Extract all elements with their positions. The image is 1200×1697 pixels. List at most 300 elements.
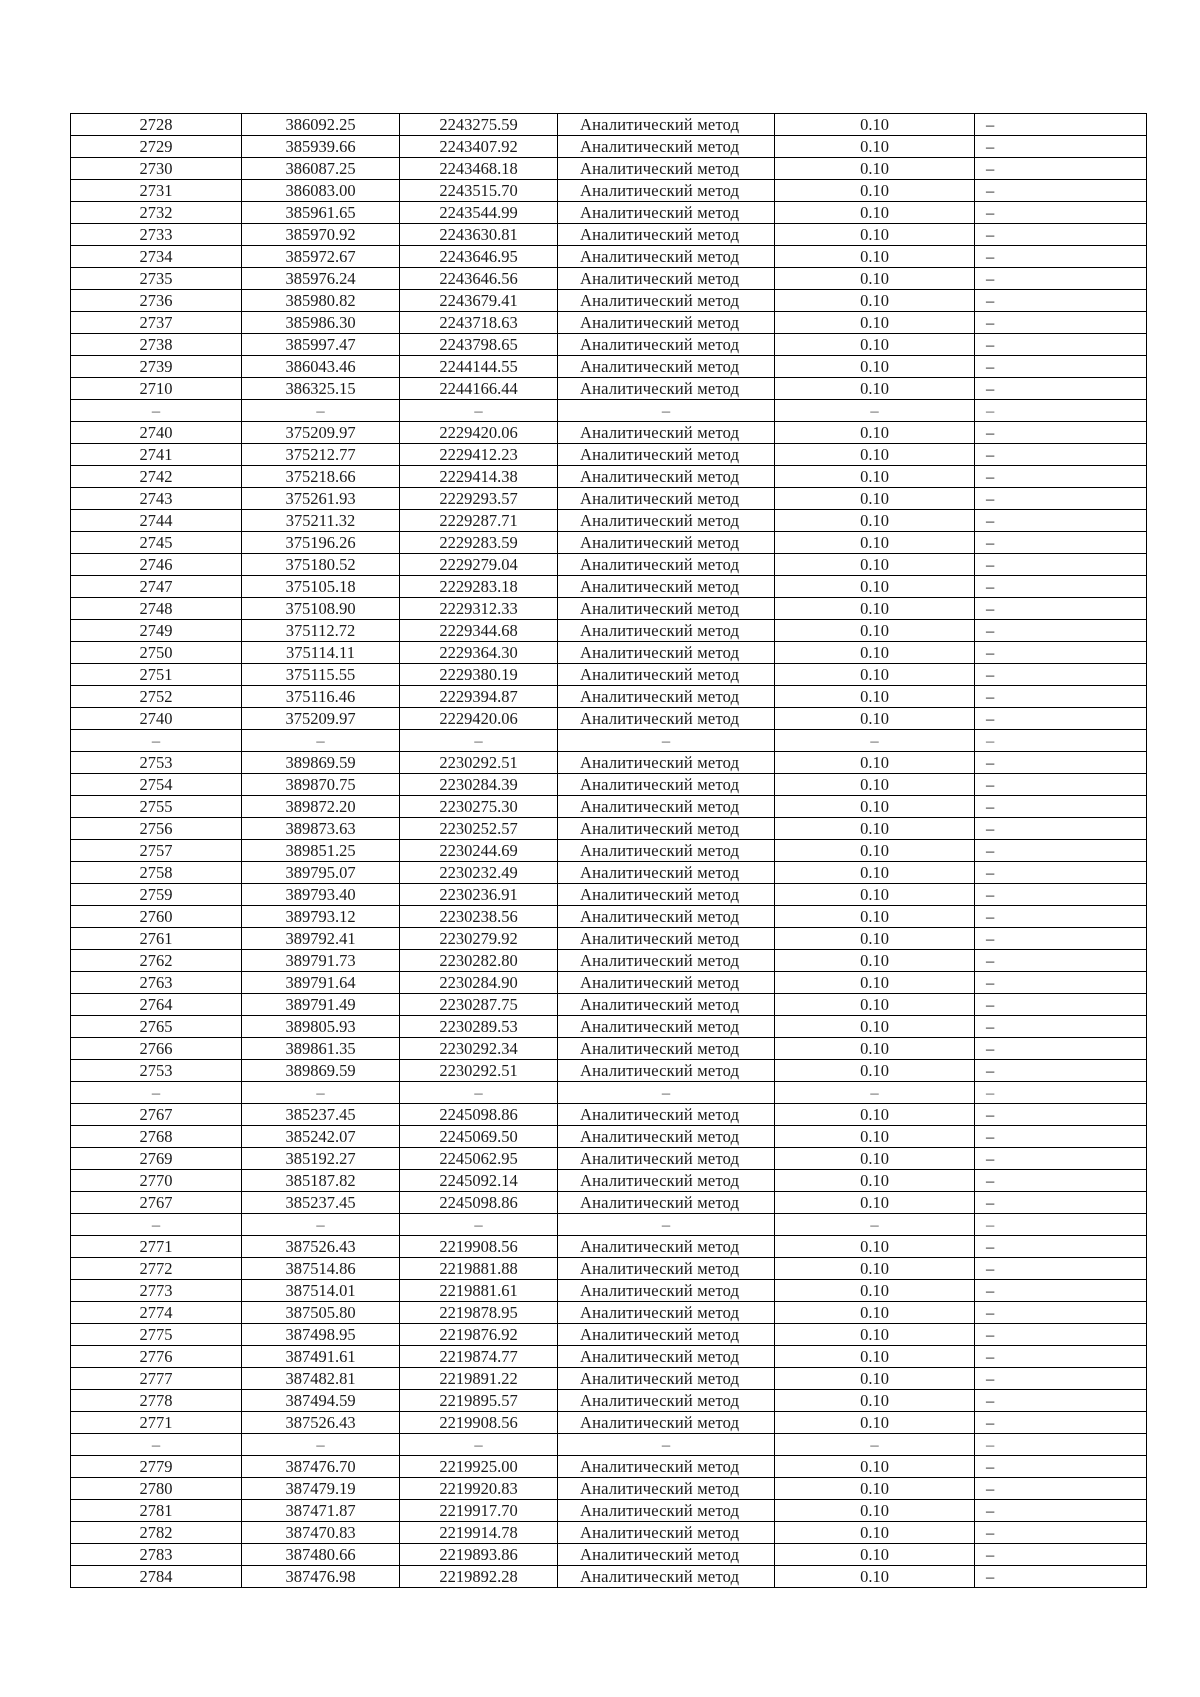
note-cell: – [975, 510, 1147, 532]
method-cell: Аналитический метод [558, 246, 775, 268]
method-cell: Аналитический метод [558, 1038, 775, 1060]
coordinates-table [70, 113, 1147, 1588]
accuracy-cell: 0.10 [775, 290, 975, 312]
accuracy-cell: 0.10 [775, 202, 975, 224]
note-cell: – [975, 598, 1147, 620]
y-coordinate-cell: 2230238.56 [400, 906, 558, 928]
note-cell: – [975, 884, 1147, 906]
x-coordinate-cell: 375261.93 [242, 488, 400, 510]
table-row [71, 290, 1147, 312]
x-coordinate-cell: 385970.92 [242, 224, 400, 246]
note-cell: – [975, 1016, 1147, 1038]
method-cell: Аналитический метод [558, 136, 775, 158]
x-coordinate-cell: 375112.72 [242, 620, 400, 642]
y-coordinate-cell: 2245098.86 [400, 1192, 558, 1214]
table-row [71, 1500, 1147, 1522]
accuracy-cell: 0.10 [775, 664, 975, 686]
point-number-cell: 2781 [71, 1500, 242, 1522]
x-coordinate-cell: 375105.18 [242, 576, 400, 598]
method-cell: Аналитический метод [558, 840, 775, 862]
table-row [71, 312, 1147, 334]
note-cell: – [975, 1060, 1147, 1082]
x-coordinate-cell: 385242.07 [242, 1126, 400, 1148]
accuracy-cell: 0.10 [775, 994, 975, 1016]
table-row [71, 1126, 1147, 1148]
accuracy-cell: 0.10 [775, 928, 975, 950]
accuracy-cell: 0.10 [775, 158, 975, 180]
note-cell: – [975, 664, 1147, 686]
method-cell: Аналитический метод [558, 1566, 775, 1588]
table-row [71, 1478, 1147, 1500]
x-coordinate-cell: 386092.25 [242, 114, 400, 136]
note-cell: – [975, 1456, 1147, 1478]
accuracy-cell: 0.10 [775, 840, 975, 862]
method-cell: Аналитический метод [558, 290, 775, 312]
y-coordinate-cell: 2219917.70 [400, 1500, 558, 1522]
note-cell: – [975, 246, 1147, 268]
point-number-cell: 2753 [71, 1060, 242, 1082]
method-cell: Аналитический метод [558, 972, 775, 994]
table-row [71, 356, 1147, 378]
note-cell: – [975, 862, 1147, 884]
note-cell: – [975, 378, 1147, 400]
table-row [71, 642, 1147, 664]
x-coordinate-cell: 387526.43 [242, 1412, 400, 1434]
table-row [71, 378, 1147, 400]
method-cell: Аналитический метод [558, 488, 775, 510]
note-cell: – [975, 1104, 1147, 1126]
accuracy-cell: 0.10 [775, 1060, 975, 1082]
table-row [71, 598, 1147, 620]
table-row [71, 818, 1147, 840]
y-coordinate-cell: 2230284.39 [400, 774, 558, 796]
x-coordinate-cell: 385192.27 [242, 1148, 400, 1170]
table-row [71, 664, 1147, 686]
point-number-cell: 2783 [71, 1544, 242, 1566]
x-coordinate-cell: 387482.81 [242, 1368, 400, 1390]
accuracy-cell: 0.10 [775, 598, 975, 620]
accuracy-cell: 0.10 [775, 884, 975, 906]
note-cell: – [975, 928, 1147, 950]
method-cell: Аналитический метод [558, 180, 775, 202]
accuracy-cell: 0.10 [775, 1192, 975, 1214]
accuracy-cell: 0.10 [775, 268, 975, 290]
y-coordinate-cell: 2229293.57 [400, 488, 558, 510]
method-cell: Аналитический метод [558, 1192, 775, 1214]
note-cell: – [975, 202, 1147, 224]
method-cell: Аналитический метод [558, 576, 775, 598]
table-row [71, 114, 1147, 136]
accuracy-cell: 0.10 [775, 510, 975, 532]
x-coordinate-cell: 375212.77 [242, 444, 400, 466]
y-coordinate-cell: 2229394.87 [400, 686, 558, 708]
point-number-cell: – [71, 1214, 242, 1236]
y-coordinate-cell: 2230289.53 [400, 1016, 558, 1038]
point-number-cell: 2728 [71, 114, 242, 136]
note-cell: – [975, 1478, 1147, 1500]
note-cell: – [975, 972, 1147, 994]
point-number-cell: 2754 [71, 774, 242, 796]
table-row [71, 994, 1147, 1016]
y-coordinate-cell: 2243407.92 [400, 136, 558, 158]
method-cell: Аналитический метод [558, 1016, 775, 1038]
method-cell: Аналитический метод [558, 532, 775, 554]
accuracy-cell: 0.10 [775, 1104, 975, 1126]
accuracy-cell: 0.10 [775, 1478, 975, 1500]
note-cell: – [975, 906, 1147, 928]
note-cell: – [975, 1148, 1147, 1170]
x-coordinate-cell: 387480.66 [242, 1544, 400, 1566]
note-cell: – [975, 1544, 1147, 1566]
method-cell: Аналитический метод [558, 378, 775, 400]
point-number-cell: 2733 [71, 224, 242, 246]
method-cell: Аналитический метод [558, 928, 775, 950]
method-cell: Аналитический метод [558, 444, 775, 466]
x-coordinate-cell: 387491.61 [242, 1346, 400, 1368]
point-number-cell: 2734 [71, 246, 242, 268]
point-number-cell: 2752 [71, 686, 242, 708]
point-number-cell: 2710 [71, 378, 242, 400]
point-number-cell: 2775 [71, 1324, 242, 1346]
x-coordinate-cell: 385187.82 [242, 1170, 400, 1192]
method-cell: Аналитический метод [558, 1236, 775, 1258]
point-number-cell: 2730 [71, 158, 242, 180]
y-coordinate-cell: 2245092.14 [400, 1170, 558, 1192]
point-number-cell: 2778 [71, 1390, 242, 1412]
note-cell: – [975, 334, 1147, 356]
note-cell: – [975, 136, 1147, 158]
x-coordinate-cell: 387476.70 [242, 1456, 400, 1478]
method-cell: Аналитический метод [558, 1280, 775, 1302]
table-row [71, 158, 1147, 180]
point-number-cell: – [71, 1434, 242, 1456]
method-cell: Аналитический метод [558, 1302, 775, 1324]
method-cell: Аналитический метод [558, 466, 775, 488]
y-coordinate-cell: 2230236.91 [400, 884, 558, 906]
note-cell: – [975, 422, 1147, 444]
accuracy-cell: 0.10 [775, 422, 975, 444]
x-coordinate-cell: 389861.35 [242, 1038, 400, 1060]
x-coordinate-cell: 389793.12 [242, 906, 400, 928]
x-coordinate-cell: 375218.66 [242, 466, 400, 488]
accuracy-cell: 0.10 [775, 1126, 975, 1148]
table-row [71, 1016, 1147, 1038]
accuracy-cell: 0.10 [775, 444, 975, 466]
x-coordinate-cell: 375114.11 [242, 642, 400, 664]
note-cell: – [975, 224, 1147, 246]
accuracy-cell: 0.10 [775, 972, 975, 994]
y-coordinate-cell: 2219920.83 [400, 1478, 558, 1500]
accuracy-cell: 0.10 [775, 1324, 975, 1346]
x-coordinate-cell: – [242, 1082, 400, 1104]
point-number-cell: 2782 [71, 1522, 242, 1544]
y-coordinate-cell: 2230292.51 [400, 1060, 558, 1082]
method-cell: – [558, 1434, 775, 1456]
y-coordinate-cell: 2230232.49 [400, 862, 558, 884]
point-number-cell: 2779 [71, 1456, 242, 1478]
table-row [71, 752, 1147, 774]
point-number-cell: 2760 [71, 906, 242, 928]
accuracy-cell: 0.10 [775, 906, 975, 928]
accuracy-cell: 0.10 [775, 136, 975, 158]
method-cell: Аналитический метод [558, 708, 775, 730]
note-cell: – [975, 1368, 1147, 1390]
note-cell: – [975, 1324, 1147, 1346]
table-row [71, 1522, 1147, 1544]
method-cell: – [558, 1214, 775, 1236]
y-coordinate-cell: 2230275.30 [400, 796, 558, 818]
y-coordinate-cell: 2243798.65 [400, 334, 558, 356]
y-coordinate-cell: 2229279.04 [400, 554, 558, 576]
table-row [71, 1038, 1147, 1060]
point-number-cell: 2758 [71, 862, 242, 884]
method-cell: Аналитический метод [558, 312, 775, 334]
x-coordinate-cell: 385997.47 [242, 334, 400, 356]
table-row [71, 928, 1147, 950]
table-row [71, 466, 1147, 488]
table-row [71, 1456, 1147, 1478]
point-number-cell: 2745 [71, 532, 242, 554]
x-coordinate-cell: 386083.00 [242, 180, 400, 202]
accuracy-cell: 0.10 [775, 1456, 975, 1478]
table-row [71, 1280, 1147, 1302]
method-cell: Аналитический метод [558, 950, 775, 972]
point-number-cell: 2774 [71, 1302, 242, 1324]
x-coordinate-cell: 385986.30 [242, 312, 400, 334]
method-cell: Аналитический метод [558, 1456, 775, 1478]
method-cell: Аналитический метод [558, 224, 775, 246]
y-coordinate-cell: 2229283.18 [400, 576, 558, 598]
method-cell: Аналитический метод [558, 620, 775, 642]
point-number-cell: 2740 [71, 708, 242, 730]
point-number-cell: 2742 [71, 466, 242, 488]
point-number-cell: 2737 [71, 312, 242, 334]
accuracy-cell: – [775, 1214, 975, 1236]
point-number-cell: 2731 [71, 180, 242, 202]
y-coordinate-cell: – [400, 1214, 558, 1236]
x-coordinate-cell: 385961.65 [242, 202, 400, 224]
table-row [71, 620, 1147, 642]
accuracy-cell: 0.10 [775, 1038, 975, 1060]
x-coordinate-cell: 387514.01 [242, 1280, 400, 1302]
x-coordinate-cell: 375196.26 [242, 532, 400, 554]
point-number-cell: 2767 [71, 1192, 242, 1214]
note-cell: – [975, 686, 1147, 708]
x-coordinate-cell: 385237.45 [242, 1192, 400, 1214]
method-cell: Аналитический метод [558, 862, 775, 884]
method-cell: Аналитический метод [558, 202, 775, 224]
y-coordinate-cell: 2243544.99 [400, 202, 558, 224]
note-cell: – [975, 1170, 1147, 1192]
method-cell: Аналитический метод [558, 158, 775, 180]
method-cell: Аналитический метод [558, 1500, 775, 1522]
point-number-cell: 2771 [71, 1236, 242, 1258]
x-coordinate-cell: 389873.63 [242, 818, 400, 840]
table-row [71, 422, 1147, 444]
table-row [71, 906, 1147, 928]
y-coordinate-cell: 2243468.18 [400, 158, 558, 180]
point-number-cell: 2771 [71, 1412, 242, 1434]
point-number-cell: 2755 [71, 796, 242, 818]
accuracy-cell: 0.10 [775, 224, 975, 246]
note-cell: – [975, 840, 1147, 862]
table-row [71, 224, 1147, 246]
y-coordinate-cell: – [400, 730, 558, 752]
x-coordinate-cell: 387514.86 [242, 1258, 400, 1280]
point-number-cell: 2740 [71, 422, 242, 444]
point-number-cell: 2762 [71, 950, 242, 972]
note-cell: – [975, 1126, 1147, 1148]
accuracy-cell: 0.10 [775, 466, 975, 488]
y-coordinate-cell: 2230287.75 [400, 994, 558, 1016]
method-cell: Аналитический метод [558, 1060, 775, 1082]
y-coordinate-cell: 2243515.70 [400, 180, 558, 202]
point-number-cell: – [71, 730, 242, 752]
note-cell: – [975, 466, 1147, 488]
accuracy-cell: 0.10 [775, 752, 975, 774]
method-cell: Аналитический метод [558, 356, 775, 378]
accuracy-cell: 0.10 [775, 378, 975, 400]
method-cell: – [558, 730, 775, 752]
note-cell: – [975, 1346, 1147, 1368]
accuracy-cell: 0.10 [775, 356, 975, 378]
table-row [71, 1390, 1147, 1412]
method-cell: Аналитический метод [558, 664, 775, 686]
accuracy-cell: 0.10 [775, 1390, 975, 1412]
point-number-cell: 2780 [71, 1478, 242, 1500]
table-row [71, 576, 1147, 598]
method-cell: Аналитический метод [558, 884, 775, 906]
note-cell: – [975, 1236, 1147, 1258]
point-number-cell: 2763 [71, 972, 242, 994]
accuracy-cell: 0.10 [775, 642, 975, 664]
table-row [71, 510, 1147, 532]
point-number-cell: 2748 [71, 598, 242, 620]
x-coordinate-cell: 375209.97 [242, 708, 400, 730]
y-coordinate-cell: 2244166.44 [400, 378, 558, 400]
x-coordinate-cell: 389791.73 [242, 950, 400, 972]
point-number-cell: 2757 [71, 840, 242, 862]
x-coordinate-cell: 389805.93 [242, 1016, 400, 1038]
note-cell: – [975, 1258, 1147, 1280]
y-coordinate-cell: 2230252.57 [400, 818, 558, 840]
accuracy-cell: 0.10 [775, 1280, 975, 1302]
point-number-cell: – [71, 400, 242, 422]
table-row [71, 1192, 1147, 1214]
method-cell: Аналитический метод [558, 752, 775, 774]
method-cell: Аналитический метод [558, 1522, 775, 1544]
point-number-cell: – [71, 1082, 242, 1104]
y-coordinate-cell: 2219891.22 [400, 1368, 558, 1390]
x-coordinate-cell: 387479.19 [242, 1478, 400, 1500]
method-cell: Аналитический метод [558, 1324, 775, 1346]
accuracy-cell: 0.10 [775, 620, 975, 642]
accuracy-cell: 0.10 [775, 554, 975, 576]
note-cell: – [975, 290, 1147, 312]
note-cell: – [975, 950, 1147, 972]
x-coordinate-cell: 375180.52 [242, 554, 400, 576]
x-coordinate-cell: – [242, 730, 400, 752]
x-coordinate-cell: 385976.24 [242, 268, 400, 290]
y-coordinate-cell: – [400, 1434, 558, 1456]
table-row [71, 1566, 1147, 1588]
x-coordinate-cell: 387498.95 [242, 1324, 400, 1346]
x-coordinate-cell: 385939.66 [242, 136, 400, 158]
note-cell: – [975, 796, 1147, 818]
x-coordinate-cell: 389870.75 [242, 774, 400, 796]
accuracy-cell: 0.10 [775, 334, 975, 356]
note-cell: – [975, 1082, 1147, 1104]
x-coordinate-cell: 375108.90 [242, 598, 400, 620]
note-cell: – [975, 1390, 1147, 1412]
y-coordinate-cell: 2219925.00 [400, 1456, 558, 1478]
note-cell: – [975, 1214, 1147, 1236]
y-coordinate-cell: 2230292.34 [400, 1038, 558, 1060]
table-row [71, 708, 1147, 730]
x-coordinate-cell: 385972.67 [242, 246, 400, 268]
method-cell: Аналитический метод [558, 1412, 775, 1434]
table-row [71, 136, 1147, 158]
x-coordinate-cell: 385237.45 [242, 1104, 400, 1126]
table-row [71, 554, 1147, 576]
method-cell: Аналитический метод [558, 1544, 775, 1566]
note-cell: – [975, 554, 1147, 576]
note-cell: – [975, 994, 1147, 1016]
x-coordinate-cell: 387526.43 [242, 1236, 400, 1258]
point-number-cell: 2769 [71, 1148, 242, 1170]
y-coordinate-cell: 2243646.95 [400, 246, 558, 268]
accuracy-cell: 0.10 [775, 1346, 975, 1368]
method-cell: Аналитический метод [558, 1170, 775, 1192]
point-number-cell: 2753 [71, 752, 242, 774]
point-number-cell: 2767 [71, 1104, 242, 1126]
accuracy-cell: – [775, 730, 975, 752]
note-cell: – [975, 1302, 1147, 1324]
x-coordinate-cell: 389791.64 [242, 972, 400, 994]
method-cell: – [558, 400, 775, 422]
x-coordinate-cell: 375209.97 [242, 422, 400, 444]
method-cell: Аналитический метод [558, 994, 775, 1016]
x-coordinate-cell: – [242, 1434, 400, 1456]
y-coordinate-cell: 2229414.38 [400, 466, 558, 488]
point-number-cell: 2770 [71, 1170, 242, 1192]
y-coordinate-cell: 2219893.86 [400, 1544, 558, 1566]
x-coordinate-cell: 387505.80 [242, 1302, 400, 1324]
point-number-cell: 2743 [71, 488, 242, 510]
table-row [71, 796, 1147, 818]
table-row [71, 686, 1147, 708]
accuracy-cell: 0.10 [775, 1148, 975, 1170]
method-cell: Аналитический метод [558, 906, 775, 928]
y-coordinate-cell: 2243646.56 [400, 268, 558, 290]
method-cell: Аналитический метод [558, 796, 775, 818]
separator-row [71, 730, 1147, 752]
note-cell: – [975, 752, 1147, 774]
note-cell: – [975, 488, 1147, 510]
table-row [71, 884, 1147, 906]
accuracy-cell: 0.10 [775, 950, 975, 972]
accuracy-cell: 0.10 [775, 1566, 975, 1588]
accuracy-cell: 0.10 [775, 1544, 975, 1566]
table-row [71, 1060, 1147, 1082]
y-coordinate-cell: 2219908.56 [400, 1412, 558, 1434]
note-cell: – [975, 1280, 1147, 1302]
y-coordinate-cell: 2230279.92 [400, 928, 558, 950]
table-row [71, 1302, 1147, 1324]
x-coordinate-cell: 386087.25 [242, 158, 400, 180]
y-coordinate-cell: 2229312.33 [400, 598, 558, 620]
note-cell: – [975, 774, 1147, 796]
